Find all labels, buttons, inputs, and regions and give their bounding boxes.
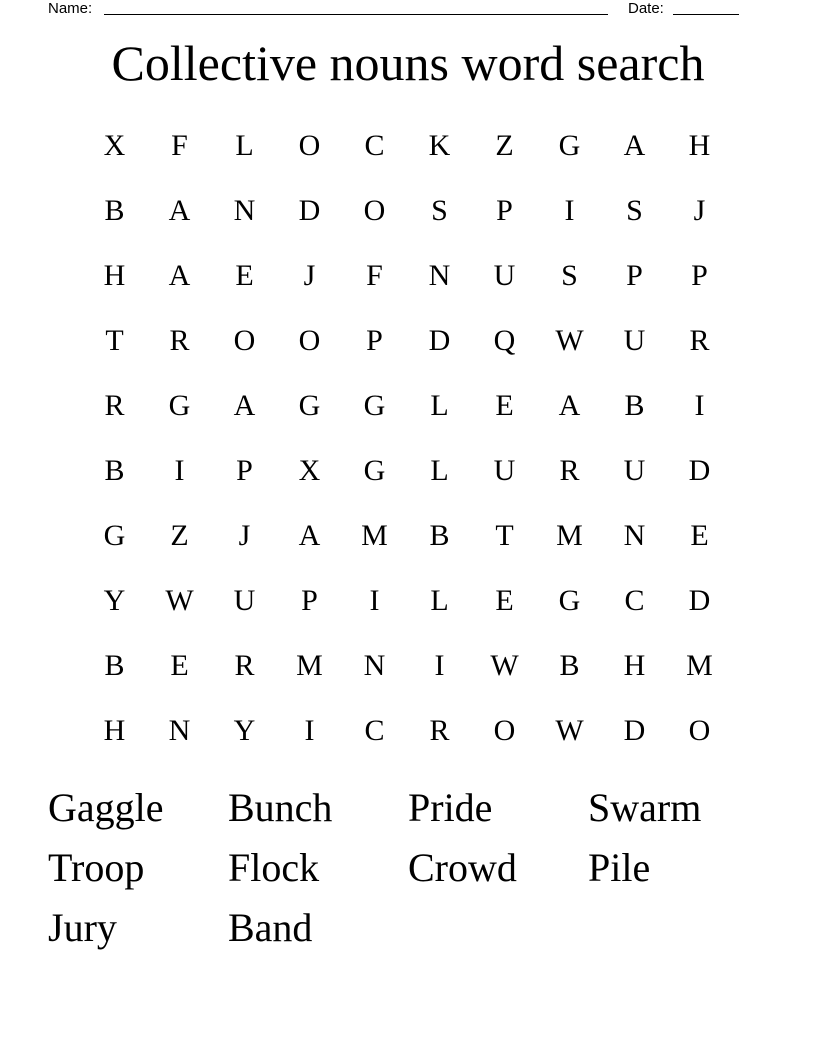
grid-cell: G xyxy=(363,454,386,487)
grid-cell: N xyxy=(428,259,451,292)
grid-cell: E xyxy=(235,259,254,292)
grid-cell: T xyxy=(495,519,514,552)
grid-cell: I xyxy=(304,714,315,747)
grid-cell: C xyxy=(364,714,385,747)
grid-cell: H xyxy=(103,714,126,747)
grid-cell: M xyxy=(686,649,713,682)
grid-cell: R xyxy=(104,389,125,422)
header-line xyxy=(48,0,740,18)
grid-cell: O xyxy=(233,324,256,357)
grid-cell: H xyxy=(103,259,126,292)
grid-cell: S xyxy=(626,194,643,227)
grid-cell: T xyxy=(105,324,124,357)
grid-cell: I xyxy=(174,454,185,487)
grid-cell: J xyxy=(303,259,316,292)
grid-cell: A xyxy=(623,129,646,162)
grid-cell: G xyxy=(363,389,386,422)
grid-cell: P xyxy=(301,584,318,617)
grid-cell: D xyxy=(298,194,321,227)
grid-cell: B xyxy=(624,389,645,422)
word-list-item: Troop xyxy=(48,845,145,890)
grid-cell: D xyxy=(428,324,451,357)
name-blank-line xyxy=(104,14,608,15)
grid-cell: F xyxy=(171,129,188,162)
grid-cell: G xyxy=(168,389,191,422)
grid-cell: F xyxy=(366,259,383,292)
grid-cell: P xyxy=(626,259,643,292)
grid-cell: H xyxy=(688,129,711,162)
grid-cell: G xyxy=(558,129,581,162)
grid-cell: N xyxy=(623,519,646,552)
grid-cell: M xyxy=(556,519,583,552)
grid-cell: E xyxy=(495,389,514,422)
grid-cell: W xyxy=(165,584,194,617)
word-list-item: Swarm xyxy=(588,785,702,830)
date-blank-line xyxy=(673,14,739,15)
grid-cell: R xyxy=(234,649,255,682)
grid-cell: B xyxy=(559,649,580,682)
name-label: Name: xyxy=(48,0,93,17)
grid-cell: U xyxy=(233,584,256,617)
grid-cell: U xyxy=(493,259,516,292)
grid-cell: N xyxy=(363,649,386,682)
word-list-item: Flock xyxy=(228,845,320,890)
grid-cell: B xyxy=(429,519,450,552)
grid-cell: O xyxy=(363,194,386,227)
grid-cell: O xyxy=(688,714,711,747)
grid-cell: M xyxy=(296,649,323,682)
grid-cell: Y xyxy=(233,714,256,747)
grid-cell: D xyxy=(623,714,646,747)
grid-cell: I xyxy=(564,194,575,227)
grid-cell: N xyxy=(233,194,256,227)
grid-cell: P xyxy=(691,259,708,292)
grid-cell: B xyxy=(104,194,125,227)
grid-cell: P xyxy=(236,454,253,487)
grid-cell: Y xyxy=(103,584,126,617)
grid-cell: N xyxy=(168,714,191,747)
grid-cell: A xyxy=(233,389,256,422)
grid-cell: W xyxy=(490,649,519,682)
grid-cell: H xyxy=(623,649,646,682)
grid-cell: I xyxy=(434,649,445,682)
grid-cell: E xyxy=(690,519,709,552)
word-list-item: Band xyxy=(228,905,313,950)
grid-cell: Z xyxy=(495,129,514,162)
letter-grid xyxy=(82,113,732,763)
grid-cell: W xyxy=(555,714,584,747)
grid-cell: Z xyxy=(170,519,189,552)
grid-cell: S xyxy=(561,259,578,292)
grid-cell: C xyxy=(364,129,385,162)
grid-cell: J xyxy=(693,194,706,227)
grid-cell: E xyxy=(170,649,189,682)
grid-cell: P xyxy=(366,324,383,357)
grid-cell: P xyxy=(496,194,513,227)
grid-cell: L xyxy=(430,454,449,487)
page-title: Collective nouns word search xyxy=(111,35,705,91)
grid-cell: D xyxy=(688,454,711,487)
word-list-item: Jury xyxy=(48,905,117,950)
grid-cell: G xyxy=(558,584,581,617)
word-list-item: Gaggle xyxy=(48,785,164,830)
grid-cell: J xyxy=(238,519,251,552)
word-list-item: Pile xyxy=(588,845,651,890)
grid-cell: R xyxy=(559,454,580,487)
grid-cell: R xyxy=(689,324,710,357)
grid-cell: L xyxy=(430,389,449,422)
word-list-item: Crowd xyxy=(408,845,517,890)
grid-cell: R xyxy=(429,714,450,747)
grid-cell: O xyxy=(493,714,516,747)
grid-cell: L xyxy=(430,584,449,617)
grid-cell: L xyxy=(235,129,254,162)
grid-cell: O xyxy=(298,324,321,357)
grid-cell: U xyxy=(623,454,646,487)
grid-cell: I xyxy=(369,584,380,617)
word-list-item: Pride xyxy=(408,785,493,830)
word-list-item: Bunch xyxy=(228,785,333,830)
grid-cell: I xyxy=(694,389,705,422)
grid-cell: X xyxy=(103,129,126,162)
grid-cell: M xyxy=(361,519,388,552)
grid-cell: C xyxy=(624,584,645,617)
grid-cell: A xyxy=(558,389,581,422)
grid-cell: O xyxy=(298,129,321,162)
grid-cell: A xyxy=(168,194,191,227)
date-label: Date: xyxy=(628,0,664,17)
grid-cell: B xyxy=(104,454,125,487)
grid-cell: A xyxy=(298,519,321,552)
grid-cell: G xyxy=(103,519,126,552)
grid-cell: K xyxy=(428,129,451,162)
grid-cell: G xyxy=(298,389,321,422)
grid-cell: X xyxy=(298,454,321,487)
grid-cell: Q xyxy=(493,324,516,357)
grid-cell: U xyxy=(493,454,516,487)
grid-cell: B xyxy=(104,649,125,682)
word-list xyxy=(48,781,768,961)
grid-cell: U xyxy=(623,324,646,357)
grid-cell: E xyxy=(495,584,514,617)
grid-cell: S xyxy=(431,194,448,227)
grid-cell: D xyxy=(688,584,711,617)
grid-cell: A xyxy=(168,259,191,292)
grid-cell: W xyxy=(555,324,584,357)
grid-cell: R xyxy=(169,324,190,357)
